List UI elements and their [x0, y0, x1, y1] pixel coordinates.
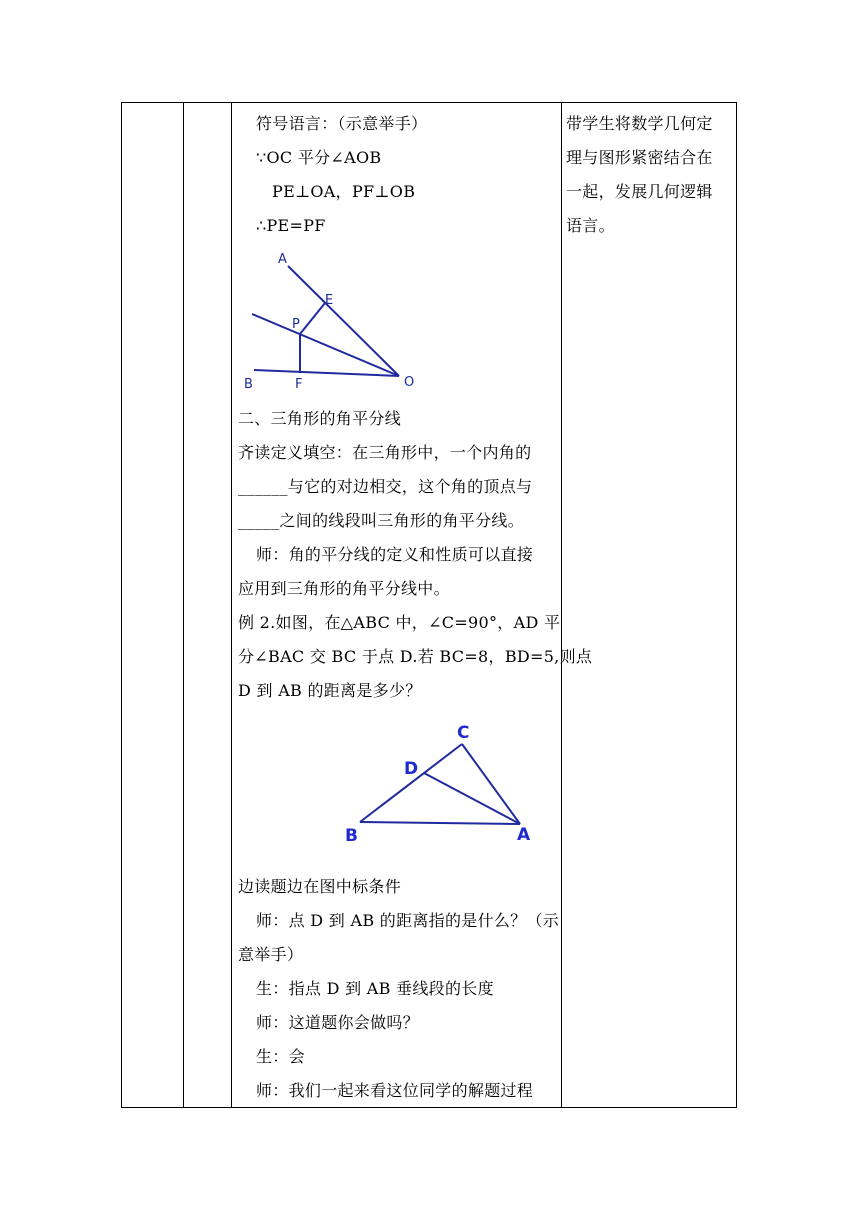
label-b: B: [244, 377, 253, 392]
main-cell-bottom: [238, 870, 560, 1108]
side-ba: [360, 822, 520, 824]
ray-oc: [252, 314, 399, 376]
angle-bisector-diagram: [236, 246, 426, 394]
teacher-question-1: 师：点 D 到 AB 的距离指的是什么？（示: [256, 911, 560, 930]
teacher-note-1: 师：角的平分线的定义和性质可以直接: [256, 545, 534, 564]
design-intent-cell: [566, 107, 732, 243]
label-c: C: [457, 723, 470, 743]
column-divider: [183, 102, 184, 1108]
intent-line-1: 带学生将数学几何定: [566, 114, 713, 133]
segment-pe: [300, 303, 325, 334]
teacher-question-2: 师：这道题你会做吗？: [256, 1013, 420, 1032]
label-p: P: [292, 317, 300, 332]
label-e: E: [325, 293, 334, 308]
intent-line-4: 语言。: [566, 216, 615, 235]
teacher-statement: 师：我们一起来看这位同学的解题过程: [256, 1081, 534, 1100]
teacher-question-1-cont: 意举手）: [238, 945, 304, 964]
definition-line-1: 齐读定义填空：在三角形中，一个内角的: [238, 443, 532, 462]
section-title: 二、三角形的角平分线: [238, 409, 402, 428]
label-d: D: [404, 759, 419, 779]
side-bc: [360, 744, 462, 822]
label-b: B: [345, 826, 358, 846]
column-divider: [231, 102, 232, 1108]
ray-ob: [254, 370, 399, 376]
symbolic-language-heading: 符号语言：（示意举手）: [256, 114, 428, 133]
given-bisector: ∵OC 平分∠AOB: [256, 148, 382, 167]
teacher-note-2: 应用到三角形的角平分线中。: [238, 579, 450, 598]
student-answer-1: 生：指点 D 到 AB 垂线段的长度: [256, 979, 494, 998]
conclusion: ∴PE=PF: [256, 216, 326, 235]
label-f: F: [295, 377, 303, 392]
example-line-2: 分∠BAC 交 BC 于点 D.若 BC=8，BD=5,则点: [238, 647, 593, 666]
intent-line-2: 理与图形紧密结合在: [566, 148, 713, 167]
definition-line-2: ______与它的对边相交，这个角的顶点与: [238, 477, 533, 496]
given-perpendiculars: PE⊥OA，PF⊥OB: [272, 182, 416, 201]
column-divider: [561, 102, 562, 1108]
ray-oa: [288, 266, 399, 376]
label-a: A: [517, 825, 531, 845]
label-a: A: [278, 252, 287, 267]
segment-ad: [424, 773, 520, 824]
label-o: O: [404, 375, 415, 390]
main-cell-middle: [238, 402, 593, 708]
instruction-line: 边读题边在图中标条件: [238, 877, 402, 896]
intent-line-3: 一起，发展几何逻辑: [566, 182, 713, 201]
definition-line-3: _____之间的线段叫三角形的角平分线。: [238, 511, 525, 530]
side-ca: [462, 744, 520, 824]
main-cell-top: [238, 107, 560, 243]
student-answer-2: 生：会: [256, 1047, 305, 1066]
triangle-diagram: [340, 718, 540, 846]
example-line-3: D 到 AB 的距离是多少？: [238, 681, 422, 700]
example-line-1: 例 2.如图，在△ABC 中，∠C=90°，AD 平: [238, 613, 561, 632]
